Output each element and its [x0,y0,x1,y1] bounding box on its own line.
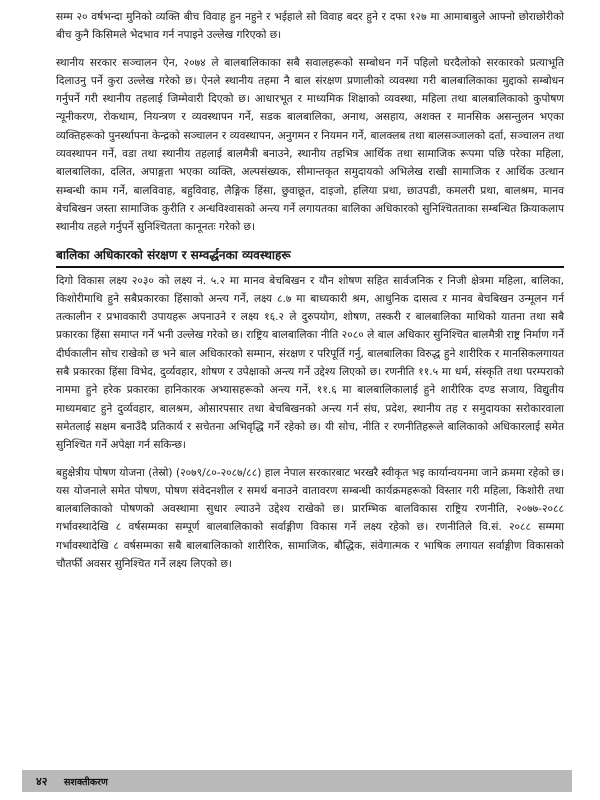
section-heading: बालिका अधिकारको संरक्षण र सम्वर्द्धनका व्यवस्थाहरू [56,247,291,262]
paragraph-marriage-law: सम्म २० वर्षभन्दा मुनिको व्यक्ति बीच विवाह हुन नहुने र भईहाले सो विवाह बदर हुने र दफा १२७ मा आमाबाबुले आफ्नो छोराछोरीको बीच कुनै किसिमले भेदभाव गर्न नपाइने उल्लेख गरिएको छ। [56,11,564,42]
page-number: ४२ [36,775,48,788]
paragraph-local-government-act: स्थानीय सरकार सञ्चालन ऐन, २०७४ ले बालबालिकाका सबै सवालहरूको सम्बोधन गर्ने पहिलो घरदैलोको सरकारको प्रत्याभूति दिलाउनु पर्ने कुरा उल्लेख गरेको छ। ऐनले स्थानीय तहमा नै बाल संरक्षण प्रणालीको व्यवस्था गरी बालबालिकाका मुद्दाको सम्बोधन गर्नुपर्ने गरी स्थानीय तहलाई जिम्मेवारी दिएको छ। आधारभूत र माध्यमिक शिक्षाको व्यवस्था, महिला तथा बालबालिकाको कुपोषण न्यूनीकरण, रोकथाम, नियन्त्रण र व्यवस्थापन गर्ने, सडक बालबालिका, अनाथ, असहाय, अशक्त र मानसिक असन्तुलन भएका व्यक्तिहरूको पुनर्स्थापना केन्द्रको सञ्चालन र व्यवस्थापन, अनुगमन र नियमन गर्ने, बालक्लब तथा बालसञ्जालको दर्ता, सञ्चालन तथा व्यवस्थापन गर्ने, वडा तथा स्थानीय तहलाई बालमैत्री बनाउने, स्थानीय तहभित्र आर्थिक तथा सामाजिक रूपमा पछि परेका महिला, बालबालिका, दलित, अपाङ्गता भएका व्यक्ति, अल्पसंख्यक, सीमान्तकृत समुदायको अभिलेख राखी सामाजिक र आर्थिक उत्थान सम्बन्धी काम गर्ने, बालविवाह, बहुविवाह, लैङ्गिक हिंसा, छुवाछूत, दाइजो, हलिया प्रथा, छाउपडी, कमलरी प्रथा, बालश्रम, मानव बेचबिखन जस्ता सामाजिक कुरीति र अन्धविश्वासको अन्त्य गर्ने लगायतका बालिका अधिकारको सुनिश्चितताका सम्बन्धित क्रियाकलाप स्थानीय तहले गर्नुपर्ने सुनिश्चितता कानूनतः गरेको छ। [56,56,564,234]
section-heading-rule [56,246,564,268]
paragraph-nutrition-plan: बहुक्षेत्रीय पोषण योजना (तेस्रो) (२०७९/८०-२०८७/८८) हाल नेपाल सरकारबाट भरखरै स्वीकृत भइ कार्यान्वयनमा जाने क्रममा रहेको छ। यस योजनाले समेत पोषण, पोषण संवेदनशील र समर्थ बनाउने वातावरण सम्बन्धी कार्यक्रमहरूको विस्तार गरी महिला, किशोरी तथा बालबालिकाको पोषणको अवस्थामा सुधार ल्याउने उद्देश्य राखेको छ। प्रारम्भिक बालविकास राष्ट्रिय रणनीति, २०७७-२०८८ गर्भावस्थादेखि ८ वर्षसम्मका सम्पूर्ण बालबालिकाको सर्वाङ्गीण विकास गर्ने लक्ष्य रहेको छ। रणनीतिले वि.सं. २०८८ सम्ममा गर्भावस्थादेखि ८ वर्षसम्मका सबै बालबालिकाको शारीरिक, सामाजिक, बौद्धिक, संवेगात्मक र भाषिक लगायत सर्वाङ्गीण विकासको चौतर्फी अवसर सुनिश्चित गर्ने लक्ष्य लिएको छ। [56,466,564,571]
footer-title: सशक्तीकरण [64,777,108,788]
paragraph-sdg-targets: दिगो विकास लक्ष्य २०३० को लक्ष्य नं. ५.२ मा मानव बेचबिखन र यौन शोषण सहित सार्वजनिक र निजी क्षेत्रमा महिला, बालिका, किशोरीमाथि हुने सबैप्रकारका हिंसाको अन्त्य गर्ने, लक्ष्य ८.७ मा बाध्यकारी श्रम, आधुनिक दासत्व र मानव बेचबिखन उन्मूलन गर्न तत्कालीन र प्रभावकारी उपायहरू अपनाउने र लक्ष्य १६.२ ले दुरुपयोग, शोषण, तस्करी र बालबालिका माथिको यातना तथा सबै प्रकारका हिंसा समाप्त गर्ने भनी उल्लेख गरेको छ। राष्ट्रिय बालबालिका नीति २०८० ले बाल अधिकार सुनिश्चित बालमैत्री राष्ट्र निर्माण गर्ने दीर्घकालीन सोच राखेको छ भने बाल अधिकारको सम्मान, संरक्षण र परिपूर्ति गर्नु, बालबालिका विरुद्ध हुने शारीरिक र मानसिकलगायत सबै प्रकारका हिंसा विभेद, दुर्व्यवहार, शोषण र उपेक्षाको अन्त्य गर्ने उद्देश्य लिएको छ। रणनीति ११.५ मा धर्म, संस्कृति तथा परम्पराको नाममा हुने हरेक प्रकारका हानिकारक अभ्यासहरूको अन्त्य गर्ने, ११.६ मा बालबालिकालाई हुने शारीरिक दण्ड सजाय, विद्युतीय माध्यमबाट हुने दुर्व्यवहार, बालश्रम, ओसारपसार तथा बेचबिखनको अन्त्य गर्न संघ, प्रदेश, स्थानीय तह र समुदायका सरोकारवाला समेतलाई सक्षम बनाउँदै प्रतिकार्य र सचेतना अभिवृद्धि गर्ने रहेको छ। यी सोच, नीति र रणनीतिहरूले बालिकाको अधिकारलाई समेत सुनिश्चित गर्ने अपेक्षा गर्न सकिन्छ। [56,274,564,452]
page-content [56,8,564,582]
